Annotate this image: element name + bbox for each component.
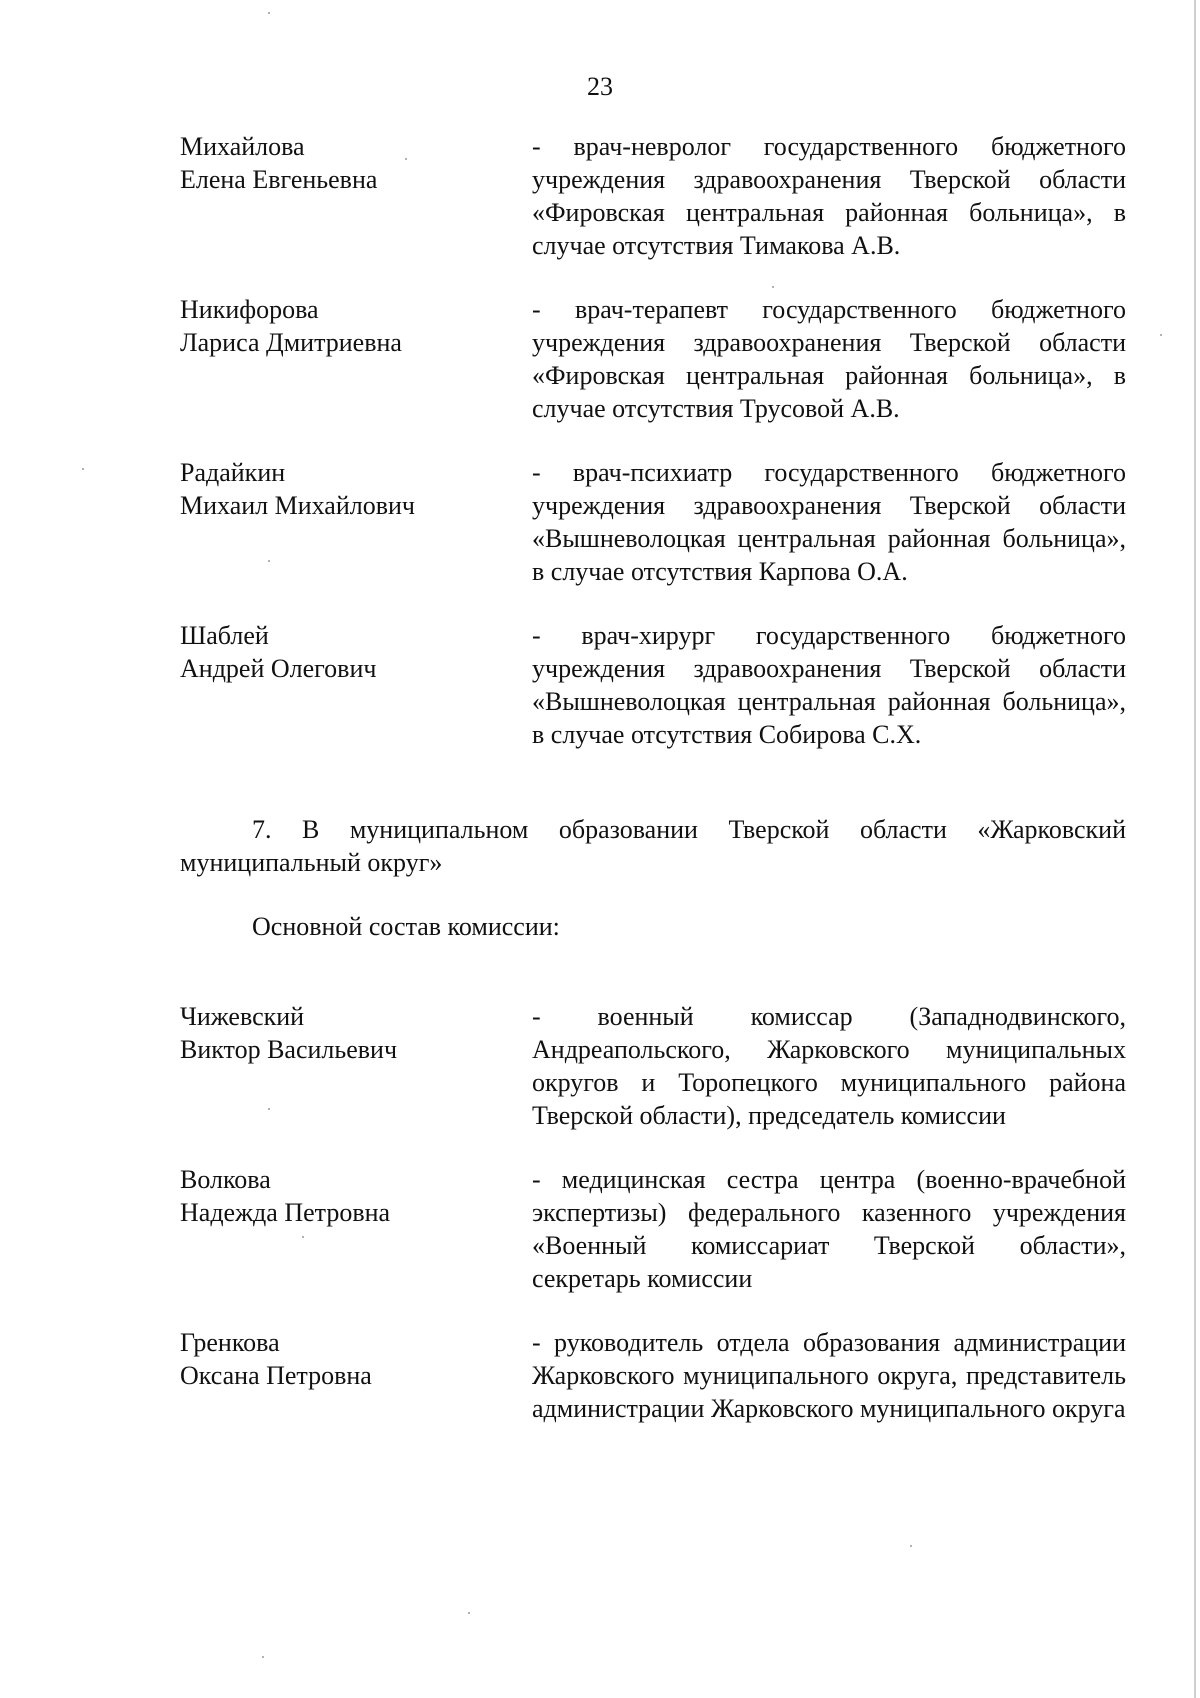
member-given-names: Оксана Петровна [180,1361,372,1390]
member-surname: Никифорова [180,295,319,324]
member-role: - руководитель отдела образования администрации Жарковского муниципального округа, представитель администрации Жарковского муниципального округа [532,1328,1126,1423]
page-number: 23 [587,72,613,101]
member-surname: Гренкова [180,1328,280,1357]
member-name [180,1163,510,1229]
section-heading: 7. В муниципальном образовании Тверской области «Жарковский муниципальный округ» [180,815,1126,877]
scan-speck [772,286,774,288]
member-surname: Волкова [180,1165,271,1194]
member-given-names: Михаил Михайлович [180,491,416,520]
member-name [180,293,510,359]
scan-speck [268,12,270,14]
scan-speck [268,1108,270,1110]
member-given-names: Лариса Дмитриевна [180,328,402,357]
member-name [180,1326,510,1392]
member-role: - врач-терапевт государственного бюджетного учреждения здравоохранения Тверской области «Фировская центральная районная больница», в случае отсутствия Трусовой А.В. [532,295,1126,423]
scan-speck [262,1656,264,1658]
scan-speck [302,1236,304,1238]
member-role: - врач-хирург государственного бюджетного учреждения здравоохранения Тверской области «Вышневолоцкая центральная районная больница», в случае отсутствия Собирова С.Х. [532,621,1126,749]
scan-speck [910,1545,912,1547]
scan-speck [468,1612,470,1614]
subsection-heading: Основной состав комиссии: [252,912,560,941]
scan-speck [82,468,84,470]
member-name [180,456,510,522]
member-name [180,619,510,685]
member-given-names: Надежда Петровна [180,1198,391,1227]
member-surname: Шаблей [180,621,269,650]
member-surname: Чижевский [180,1002,305,1031]
member-given-names: Виктор Васильевич [180,1035,398,1064]
member-name [180,130,510,196]
member-role: - врач-психиатр государственного бюджетного учреждения здравоохранения Тверской области «Вышневолоцкая центральная районная больница», в случае отсутствия Карпова О.А. [532,458,1126,586]
scan-speck [405,158,407,160]
scan-speck [1160,334,1162,336]
member-surname: Радайкин [180,458,286,487]
member-role: - медицинская сестра центра (военно-врачебной экспертизы) федерального казенного учреждения «Военный комиссариат Тверской области», секретарь комиссии [532,1165,1126,1293]
member-role: - врач-невролог государственного бюджетного учреждения здравоохранения Тверской области «Фировская центральная районная больница», в случае отсутствия Тимакова А.В. [532,132,1126,260]
scan-speck [268,560,270,562]
member-given-names: Елена Евгеньевна [180,165,378,194]
member-surname: Михайлова [180,132,305,161]
member-given-names: Андрей Олегович [180,654,377,683]
scan-edge-line [1194,0,1196,1698]
member-name [180,1000,510,1066]
member-role: - военный комиссар (Западнодвинского, Андреапольского, Жарковского муниципальных округов и Торопецкого муниципального района Тверской области), председатель комиссии [532,1002,1126,1130]
